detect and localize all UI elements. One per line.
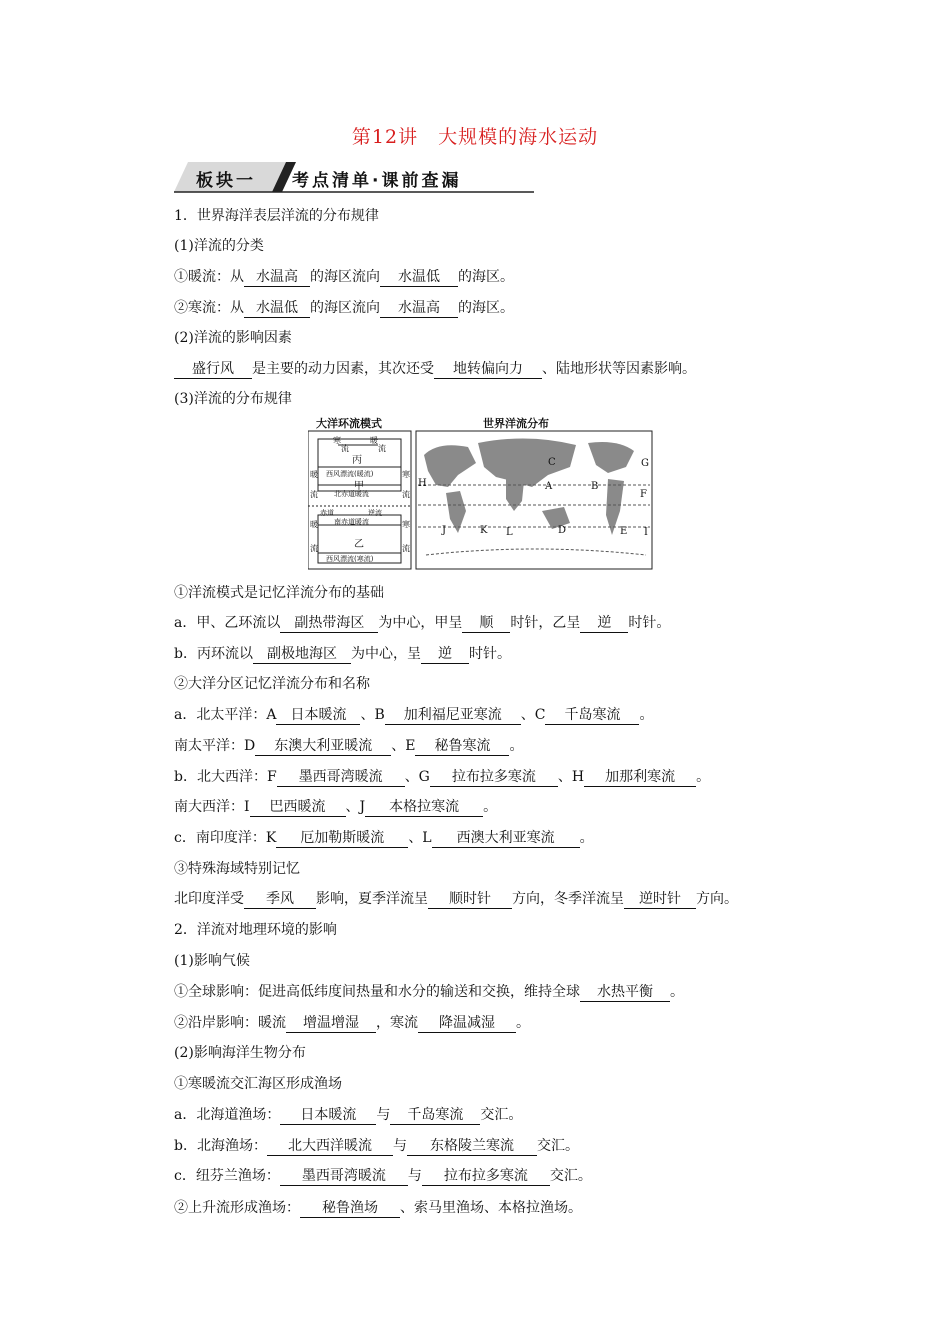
model-label: 寒 (402, 470, 410, 479)
line-17: ③特殊海域特别记忆 (174, 861, 300, 877)
text: 、C (520, 707, 546, 723)
line-20: (1)影响气候 (174, 953, 250, 969)
text: 南大西洋：I (174, 799, 250, 815)
blank: 加那利寒流 (584, 769, 696, 787)
blank: 水热平衡 (580, 984, 670, 1002)
text: 、L (408, 830, 432, 846)
blank: 逆 (421, 646, 469, 664)
model-label: 西风漂流(暖流) (326, 470, 374, 478)
text: 时针，乙呈 (510, 615, 581, 631)
blank: 水温低 (380, 269, 458, 287)
map-letter: I (644, 527, 648, 538)
map-letter: F (640, 489, 647, 500)
text: 。 (516, 1015, 530, 1031)
blank: 东格陵兰寒流 (407, 1138, 537, 1156)
text: a．北海道渔场： (174, 1107, 281, 1123)
text: 的海区流向 (310, 269, 380, 285)
text: 、G (404, 769, 430, 785)
line-11: ②大洋分区记忆洋流分布和名称 (174, 676, 370, 692)
model-label: 北赤道暖流 (334, 490, 369, 498)
blank: 逆 (580, 615, 628, 633)
model-label: 流 (341, 444, 349, 453)
blank: 季风 (244, 891, 316, 909)
blank: 加利福尼亚寒流 (385, 707, 521, 725)
map-letter: K (480, 525, 488, 536)
text: c．南印度洋：K (174, 830, 277, 846)
text: 交汇。 (480, 1107, 523, 1123)
blank: 秘鲁寒流 (415, 738, 509, 756)
map-letter: C (548, 457, 556, 468)
text: 。 (509, 738, 524, 754)
blank: 东澳大利亚暖流 (255, 738, 391, 756)
section-banner (174, 160, 534, 194)
text: 的海区流向 (310, 300, 380, 316)
blank: 西澳大利亚寒流 (432, 830, 580, 848)
text: 的海区。 (458, 300, 514, 316)
blank: 盛行风 (174, 361, 252, 379)
text: 、H (557, 769, 585, 785)
model-label: 流 (310, 490, 318, 499)
blank: 拉布拉多寒流 (430, 769, 558, 787)
line-24: ①寒暖流交汇海区形成渔场 (174, 1076, 342, 1092)
model-label: 寒 (402, 520, 410, 529)
text: 。 (483, 799, 498, 815)
text: b．丙环流以 (174, 646, 253, 662)
text: 方向。 (696, 891, 738, 907)
map-letter: D (558, 525, 567, 536)
text: 。 (579, 830, 594, 846)
blank: 副极地海区 (253, 646, 351, 664)
text: 、J (345, 799, 366, 815)
text: 、E (391, 738, 416, 754)
page-title: 第12讲 大规模的海水运动 (351, 126, 599, 148)
text: 。 (670, 984, 684, 1000)
text: ②上升流形成渔场： (174, 1200, 300, 1216)
line-25 (174, 1104, 522, 1125)
model-label: 流 (378, 444, 386, 453)
line-28 (174, 1197, 582, 1218)
map-letter: H (418, 478, 427, 489)
model-label: 流 (310, 544, 318, 553)
model-label: 逆流 (368, 509, 382, 517)
text: ②寒流：从 (174, 300, 244, 316)
blank: 本格拉寒流 (365, 799, 483, 817)
blank: 墨西哥湾暖流 (277, 769, 405, 787)
model-label: 寒 (333, 436, 341, 445)
text: 、B (360, 707, 385, 723)
text: 与 (407, 1168, 422, 1184)
blank: 增温增湿 (286, 1015, 376, 1033)
line-8: ①洋流模式是记忆洋流分布的基础 (174, 585, 384, 601)
map-letter: E (620, 526, 628, 537)
blank: 水温高 (244, 269, 310, 287)
text: a．甲、乙环流以 (174, 615, 281, 631)
line-7: (3)洋流的分布规律 (174, 391, 292, 407)
blank: 水温高 (380, 300, 458, 318)
line-19: 2．洋流对地理环境的影响 (174, 922, 337, 938)
text: 是主要的动力因素，其次还受 (252, 361, 434, 377)
line-27 (174, 1165, 592, 1186)
line-5: (2)洋流的影响因素 (174, 330, 292, 346)
text: 影响，夏季洋流呈 (316, 891, 428, 907)
line-22 (174, 1012, 530, 1033)
model-label: 丙 (352, 455, 362, 466)
text: c．纽芬兰渔场： (174, 1168, 280, 1184)
model-label: 暖 (310, 520, 318, 529)
text: 方向，冬季洋流呈 (512, 891, 624, 907)
text: 的海区。 (458, 269, 514, 285)
line-18 (174, 888, 738, 909)
text: 。 (639, 707, 654, 723)
text: 时针。 (468, 646, 511, 662)
blank: 逆时针 (624, 891, 696, 909)
blank: 墨西哥湾暖流 (280, 1168, 408, 1186)
blank: 秘鲁渔场 (300, 1200, 400, 1218)
blank: 顺时针 (428, 891, 512, 909)
map-letter: J (442, 525, 447, 536)
blank: 千岛寒流 (390, 1107, 480, 1125)
blank: 北大西洋暖流 (267, 1138, 393, 1156)
line-10 (174, 643, 511, 664)
map-caption: 世界洋流分布 (483, 417, 549, 430)
model-label: 乙 (354, 539, 364, 550)
blank: 千岛寒流 (545, 707, 639, 725)
line-14 (174, 766, 710, 787)
model-label: 南赤道暖流 (334, 518, 369, 526)
text: b．北海渔场： (174, 1138, 267, 1154)
text: ①全球影响：促进高低纬度间热量和水分的输送和交换，维持全球 (174, 984, 580, 1000)
line-12 (174, 704, 653, 725)
banner-left-label: 板块一 (196, 171, 256, 191)
text: 交汇。 (549, 1168, 592, 1184)
model-label: 西风漂流(寒流) (326, 555, 374, 563)
ocean-current-figure (308, 415, 653, 570)
line-4 (174, 297, 514, 318)
model-label: 暖 (310, 470, 318, 479)
map-letter: B (591, 481, 599, 492)
line-16 (174, 827, 594, 848)
line-1: 1．世界海洋表层洋流的分布规律 (174, 208, 379, 224)
blank: 日本暖流 (276, 707, 360, 725)
text: 北印度洋受 (174, 891, 244, 907)
blank: 降温减湿 (418, 1015, 516, 1033)
map-letter: G (641, 458, 649, 469)
text: ，寒流 (376, 1015, 418, 1031)
text: 为中心，呈 (350, 646, 421, 662)
text: 、索马里渔场、本格拉渔场。 (400, 1200, 582, 1216)
line-23: (2)影响海洋生物分布 (174, 1045, 306, 1061)
model-caption: 大洋环流模式 (316, 417, 382, 430)
line-6 (174, 358, 696, 379)
blank: 巴西暖流 (250, 799, 346, 817)
text: 南太平洋：D (174, 738, 256, 754)
model-label: 暖 (370, 436, 378, 445)
blank: 厄加勒斯暖流 (276, 830, 408, 848)
text: 交汇。 (536, 1138, 579, 1154)
blank: 水温低 (244, 300, 310, 318)
banner-right-label: 考点清单·课前查漏 (292, 171, 462, 191)
text: 、陆地形状等因素影响。 (542, 361, 696, 377)
text: 与 (376, 1107, 391, 1123)
line-9 (174, 612, 670, 633)
model-label: 甲 (354, 481, 364, 492)
text: 时针。 (628, 615, 671, 631)
text: ①暖流：从 (174, 269, 244, 285)
model-label: 流 (402, 544, 410, 553)
line-2: (1)洋流的分类 (174, 238, 264, 254)
blank: 日本暖流 (280, 1107, 376, 1125)
text: 与 (392, 1138, 407, 1154)
line-3 (174, 266, 514, 287)
text: 为中心，甲呈 (378, 615, 463, 631)
map-letter: L (506, 527, 513, 538)
line-13 (174, 735, 523, 756)
line-26 (174, 1135, 579, 1156)
blank: 顺 (462, 615, 510, 633)
text: ②沿岸影响：暖流 (174, 1015, 286, 1031)
blank: 拉布拉多寒流 (422, 1168, 550, 1186)
text: 。 (696, 769, 711, 785)
map-letter: A (545, 481, 553, 492)
line-21 (174, 981, 684, 1002)
text: a．北太平洋：A (174, 707, 277, 723)
line-15 (174, 796, 497, 817)
model-label: 流 (402, 490, 410, 499)
blank: 副热带海区 (280, 615, 378, 633)
model-label: 赤道 (320, 509, 334, 517)
blank: 地转偏向力 (434, 361, 542, 379)
text: b．北大西洋：F (174, 769, 277, 785)
